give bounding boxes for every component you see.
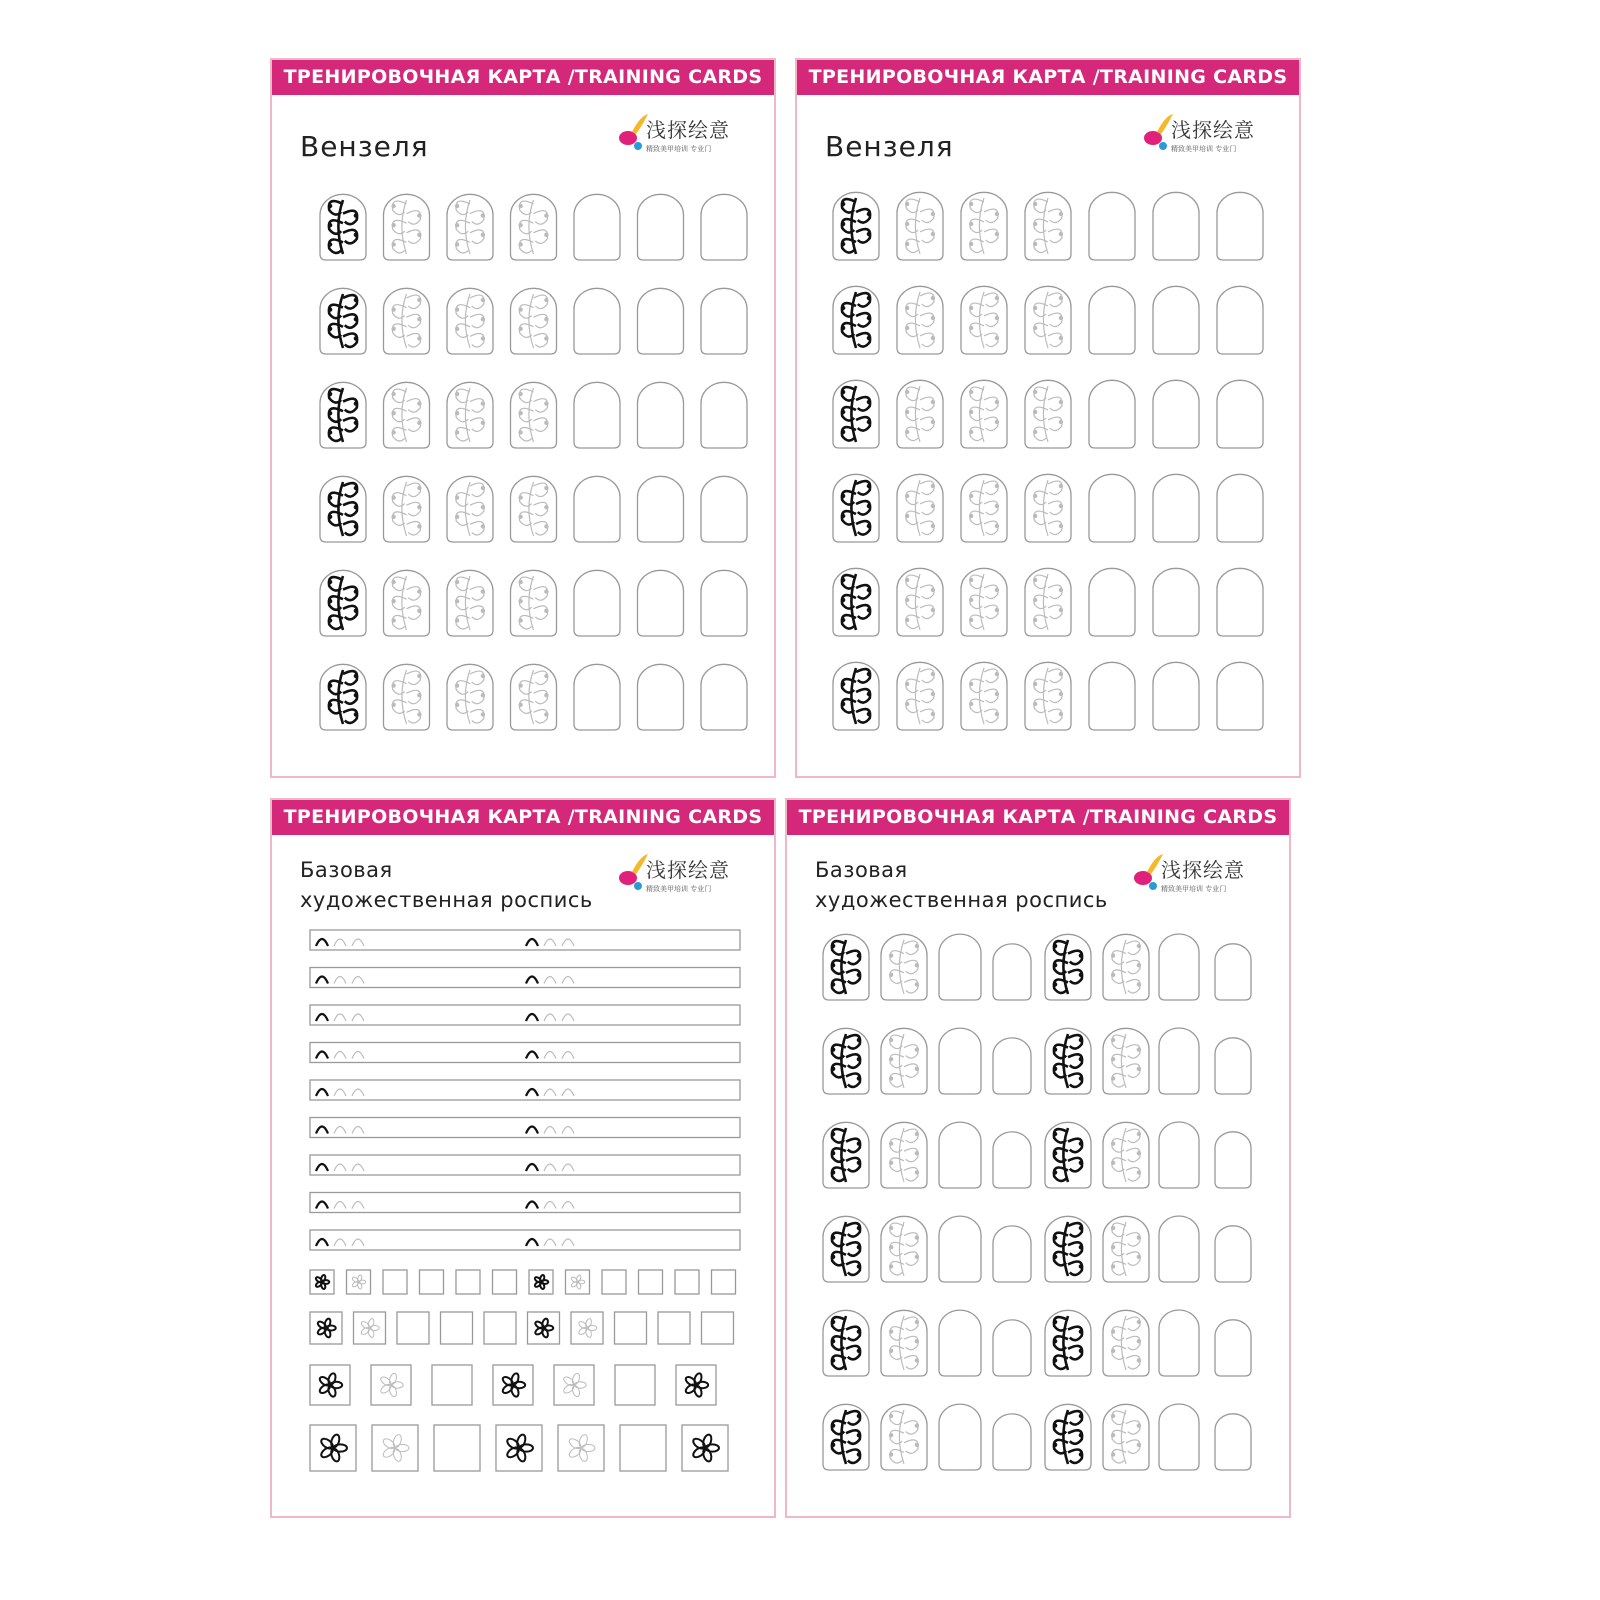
practice-square	[615, 1312, 647, 1344]
nail-template	[1089, 662, 1135, 730]
training-card-2	[795, 58, 1301, 778]
nail-grid	[797, 60, 1299, 776]
nail-template	[1103, 934, 1149, 1000]
logo-subtext: 精致美甲培训 专业门	[646, 145, 712, 153]
nail-template	[1045, 934, 1091, 1000]
nail-template	[881, 934, 927, 1000]
training-card-3	[270, 798, 776, 1518]
nail-template	[1103, 1216, 1149, 1282]
logo-subtext: 精致美甲培训 专业门	[1161, 885, 1227, 893]
practice-square	[434, 1425, 480, 1471]
nail-template	[961, 380, 1007, 448]
practice-square	[441, 1312, 473, 1344]
card-header: ТРЕНИРОВОЧНАЯ КАРТА /TRAINING CARDS	[787, 800, 1289, 835]
pattern-drawing	[272, 60, 774, 776]
nail-template	[1025, 286, 1071, 354]
stroke-practice-bar	[310, 1118, 740, 1138]
nail-template	[447, 570, 493, 636]
nail-template	[1159, 1122, 1199, 1188]
practice-square	[371, 1365, 411, 1405]
nail-template	[881, 1404, 927, 1470]
nail-template	[638, 476, 684, 542]
nail-template	[320, 476, 366, 542]
nail-template	[939, 1216, 981, 1282]
nail-template	[1153, 568, 1199, 636]
pattern-drawing	[787, 800, 1289, 1516]
nail-template	[833, 662, 879, 730]
nail-template	[939, 1028, 981, 1094]
nail-template	[1103, 1028, 1149, 1094]
nail-template	[1103, 1404, 1149, 1470]
nail-template	[1045, 1122, 1091, 1188]
nail-template	[1045, 1310, 1091, 1376]
nail-template	[384, 664, 430, 730]
practice-square	[529, 1270, 553, 1294]
nail-template	[1159, 1310, 1199, 1376]
nail-template	[1215, 1038, 1251, 1094]
logo-text: 浅探绘意	[1171, 118, 1255, 142]
nail-template	[1089, 474, 1135, 542]
card-title-line2: художественная роспись	[815, 888, 1108, 912]
nail-template	[701, 664, 747, 730]
nail-template	[823, 934, 869, 1000]
nail-template	[881, 1310, 927, 1376]
nail-template	[939, 1122, 981, 1188]
nail-template	[833, 380, 879, 448]
nail-template	[701, 194, 747, 260]
nail-template	[823, 1216, 869, 1282]
nail-template	[511, 382, 557, 448]
nail-template	[833, 286, 879, 354]
nail-template	[320, 570, 366, 636]
nail-template	[1217, 286, 1263, 354]
logo-subtext: 精致美甲培训 专业门	[1171, 145, 1237, 153]
nail-template	[447, 288, 493, 354]
practice-square	[558, 1425, 604, 1471]
nail-template	[961, 474, 1007, 542]
nail-template	[638, 194, 684, 260]
nail-template	[1153, 662, 1199, 730]
nail-template	[1217, 192, 1263, 260]
nail-template	[1217, 568, 1263, 636]
nail-template	[1159, 1404, 1199, 1470]
nail-template	[384, 476, 430, 542]
nail-template	[574, 382, 620, 448]
nail-template	[701, 570, 747, 636]
nail-template	[897, 474, 943, 542]
nail-template	[897, 568, 943, 636]
stroke-practice-grid	[272, 800, 774, 1516]
nail-template	[1217, 380, 1263, 448]
nail-template	[1045, 1216, 1091, 1282]
practice-square	[702, 1312, 734, 1344]
practice-square	[493, 1365, 533, 1405]
practice-square	[354, 1312, 386, 1344]
stroke-practice-bar	[310, 1043, 740, 1063]
logo-text: 浅探绘意	[646, 858, 730, 882]
nail-template	[638, 570, 684, 636]
nail-grid	[787, 800, 1289, 1516]
nail-template	[1089, 192, 1135, 260]
practice-square	[420, 1270, 444, 1294]
nail-template	[1159, 1028, 1199, 1094]
nail-template	[1025, 568, 1071, 636]
nail-template	[1217, 474, 1263, 542]
card-title-line2: художественная роспись	[300, 888, 593, 912]
nail-template	[701, 476, 747, 542]
nail-template	[638, 382, 684, 448]
nail-template	[511, 476, 557, 542]
nail-template	[1153, 474, 1199, 542]
practice-square	[432, 1365, 472, 1405]
practice-square	[676, 1365, 716, 1405]
stroke-practice-bar	[310, 1080, 740, 1100]
practice-square	[615, 1365, 655, 1405]
practice-square	[493, 1270, 517, 1294]
nail-template	[897, 286, 943, 354]
practice-square	[620, 1425, 666, 1471]
nail-template	[939, 1310, 981, 1376]
nail-template	[897, 662, 943, 730]
nail-template	[823, 1310, 869, 1376]
practice-square	[383, 1270, 407, 1294]
pattern-drawing	[272, 800, 774, 1516]
nail-template	[1025, 662, 1071, 730]
card-title: Вензеля	[300, 130, 429, 163]
stroke-practice-bar	[310, 1155, 740, 1175]
logo-text: 浅探绘意	[646, 118, 730, 142]
nail-template	[447, 664, 493, 730]
nail-template	[881, 1216, 927, 1282]
nail-template	[511, 570, 557, 636]
practice-square	[484, 1312, 516, 1344]
practice-square	[397, 1312, 429, 1344]
nail-template	[1215, 944, 1251, 1000]
training-card-4	[785, 798, 1291, 1518]
nail-template	[320, 194, 366, 260]
practice-square	[639, 1270, 663, 1294]
practice-square	[528, 1312, 560, 1344]
nail-template	[574, 288, 620, 354]
nail-template	[1217, 662, 1263, 730]
card-title-line1: Базовая	[300, 858, 393, 882]
practice-square	[682, 1425, 728, 1471]
nail-template	[320, 664, 366, 730]
nail-template	[881, 1122, 927, 1188]
nail-template	[993, 1320, 1031, 1376]
stroke-practice-bar	[310, 930, 740, 950]
nail-template	[993, 1132, 1031, 1188]
nail-template	[447, 194, 493, 260]
practice-square	[347, 1270, 371, 1294]
practice-square	[310, 1425, 356, 1471]
nail-template	[993, 1414, 1031, 1470]
practice-square	[456, 1270, 480, 1294]
nail-template	[1045, 1028, 1091, 1094]
nail-template	[823, 1122, 869, 1188]
nail-template	[939, 934, 981, 1000]
practice-square	[310, 1365, 350, 1405]
nail-template	[574, 570, 620, 636]
nail-template	[1089, 568, 1135, 636]
nail-template	[1153, 286, 1199, 354]
nail-template	[320, 382, 366, 448]
nail-template	[574, 194, 620, 260]
practice-square	[675, 1270, 699, 1294]
nail-template	[833, 192, 879, 260]
nail-template	[384, 194, 430, 260]
card-title-line1: Базовая	[815, 858, 908, 882]
card-title: Вензеля	[825, 130, 954, 163]
logo-subtext: 精致美甲培训 专业门	[646, 885, 712, 893]
nail-template	[701, 288, 747, 354]
nail-template	[1025, 380, 1071, 448]
practice-square	[554, 1365, 594, 1405]
nail-template	[320, 288, 366, 354]
nail-template	[638, 288, 684, 354]
nail-template	[1215, 1132, 1251, 1188]
nail-template	[1103, 1122, 1149, 1188]
practice-square	[602, 1270, 626, 1294]
nail-template	[1103, 1310, 1149, 1376]
pattern-drawing	[797, 60, 1299, 776]
nail-template	[1153, 380, 1199, 448]
nail-template	[1159, 934, 1199, 1000]
card-header: ТРЕНИРОВОЧНАЯ КАРТА /TRAINING CARDS	[797, 60, 1299, 95]
practice-square	[571, 1312, 603, 1344]
nail-template	[1025, 192, 1071, 260]
nail-template	[384, 382, 430, 448]
nail-template	[447, 382, 493, 448]
nail-template	[574, 476, 620, 542]
nail-template	[961, 286, 1007, 354]
card-header: ТРЕНИРОВОЧНАЯ КАРТА /TRAINING CARDS	[272, 60, 774, 95]
nail-template	[993, 1226, 1031, 1282]
nail-template	[939, 1404, 981, 1470]
nail-template	[961, 568, 1007, 636]
nail-template	[511, 664, 557, 730]
nail-template	[833, 568, 879, 636]
nail-template	[1215, 1320, 1251, 1376]
nail-template	[1215, 1226, 1251, 1282]
nail-template	[1089, 380, 1135, 448]
nail-template	[511, 194, 557, 260]
nail-template	[823, 1028, 869, 1094]
nail-template	[993, 944, 1031, 1000]
nail-template	[447, 476, 493, 542]
nail-template	[574, 664, 620, 730]
stroke-practice-bar	[310, 968, 740, 988]
nail-template	[384, 288, 430, 354]
nail-template	[961, 192, 1007, 260]
nail-template	[881, 1028, 927, 1094]
practice-square	[496, 1425, 542, 1471]
stroke-practice-bar	[310, 1230, 740, 1250]
nail-template	[1153, 192, 1199, 260]
nail-template	[1215, 1414, 1251, 1470]
nail-template	[897, 192, 943, 260]
nail-template	[833, 474, 879, 542]
practice-square	[310, 1312, 342, 1344]
nail-template	[701, 382, 747, 448]
nail-template	[1159, 1216, 1199, 1282]
stroke-practice-bar	[310, 1193, 740, 1213]
training-card-1	[270, 58, 776, 778]
practice-square	[372, 1425, 418, 1471]
nail-template	[993, 1038, 1031, 1094]
stroke-practice-bar	[310, 1005, 740, 1025]
practice-square	[310, 1270, 334, 1294]
nail-template	[511, 288, 557, 354]
nail-template	[961, 662, 1007, 730]
nail-template	[1045, 1404, 1091, 1470]
nail-template	[897, 380, 943, 448]
nail-template	[823, 1404, 869, 1470]
nail-template	[1025, 474, 1071, 542]
nail-grid	[272, 60, 774, 776]
practice-square	[712, 1270, 736, 1294]
nail-template	[638, 664, 684, 730]
nail-template	[1089, 286, 1135, 354]
logo-text: 浅探绘意	[1161, 858, 1245, 882]
practice-square	[658, 1312, 690, 1344]
card-header: ТРЕНИРОВОЧНАЯ КАРТА /TRAINING CARDS	[272, 800, 774, 835]
practice-square	[566, 1270, 590, 1294]
nail-template	[384, 570, 430, 636]
